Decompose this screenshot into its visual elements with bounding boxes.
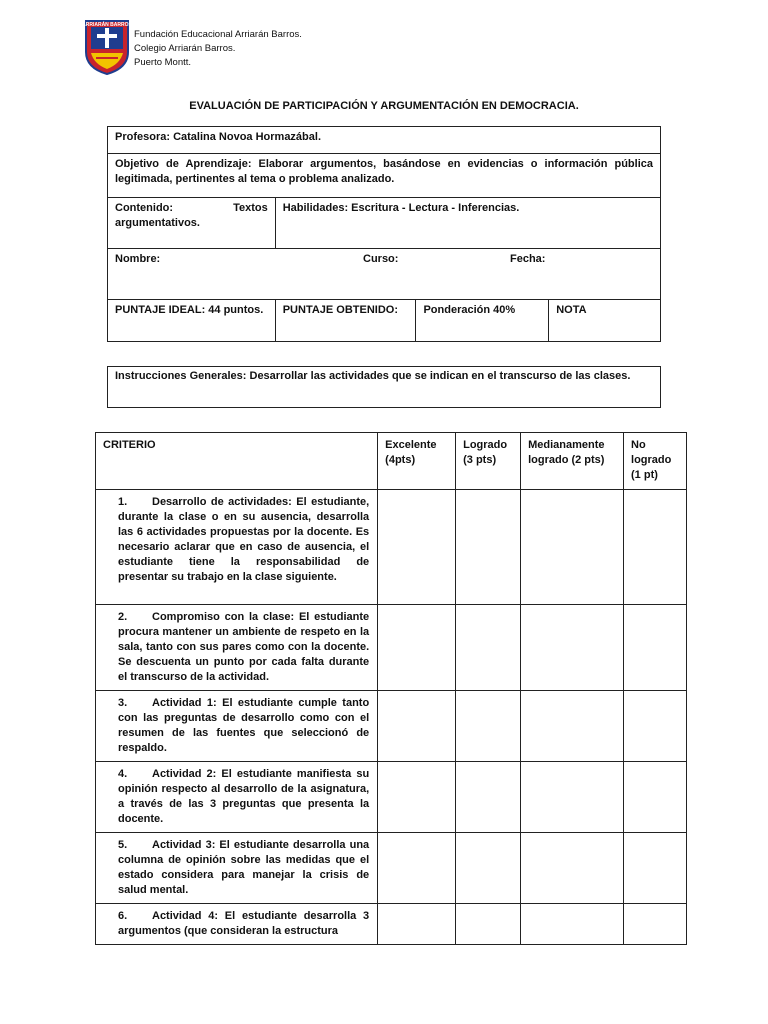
institution-name: Fundación Educacional Arriarán Barros.	[134, 29, 302, 40]
score-cell	[378, 490, 456, 605]
info-table	[107, 126, 661, 342]
criterion-text: Actividad 4: El estudiante desarrolla 3 argumentos (que consideran la estructura	[118, 910, 370, 937]
logo-text: ARRIARÁN BARROS	[82, 22, 132, 28]
criterion-cell	[96, 904, 378, 945]
score-cell	[378, 833, 456, 904]
table-row	[96, 904, 687, 945]
name-label: Nombre:	[115, 253, 161, 265]
criterion-text: Actividad 2: El estudiante manifiesta su opinión respecto al desarrollo de la asignatura, a través de las 3 preguntas que presenta la docente.	[118, 768, 370, 825]
score-cell	[624, 605, 687, 691]
score-cell	[521, 490, 624, 605]
criterion-text: Actividad 1: El estudiante cumple tanto con las preguntas de desarrollo como con el resumen de las fuentes que seleccionó de respaldo.	[118, 697, 370, 754]
criterion-number: 4.	[118, 768, 128, 780]
score-cell	[456, 904, 521, 945]
rubric-header-criterio: CRITERIO	[96, 433, 378, 490]
rubric-table	[95, 432, 687, 945]
criterion-number: 2.	[118, 611, 128, 623]
skills-cell: Habilidades: Escritura - Lectura - Inferencias.	[275, 198, 660, 249]
grade-cell: NOTA	[549, 300, 661, 342]
score-cell	[378, 691, 456, 762]
score-cell	[624, 904, 687, 945]
score-cell	[456, 691, 521, 762]
course-label: Curso:	[363, 253, 399, 265]
instructions-cell: Instrucciones Generales: Desarrollar las actividades que se indican en el transcurso de las clases.	[108, 367, 661, 408]
rubric-header-excelente: Excelente (4pts)	[378, 433, 456, 490]
table-row	[96, 691, 687, 762]
criterion-cell	[96, 833, 378, 904]
table-row	[96, 490, 687, 605]
table-row	[96, 762, 687, 833]
criterion-number: 5.	[118, 839, 128, 851]
score-cell	[624, 762, 687, 833]
table-row	[96, 833, 687, 904]
score-cell	[624, 691, 687, 762]
criterion-number: 3.	[118, 697, 128, 709]
school-logo	[82, 18, 132, 76]
score-cell	[456, 605, 521, 691]
criterion-number: 6.	[118, 910, 128, 922]
document-title: EVALUACIÓN DE PARTICIPACIÓN Y ARGUMENTACIÓN EN DEMOCRACIA.	[189, 100, 579, 112]
score-cell	[378, 904, 456, 945]
weighting-cell: Ponderación 40%	[416, 300, 549, 342]
student-data-cell	[108, 249, 661, 300]
instructions-table	[107, 366, 661, 408]
teacher-cell: Profesora: Catalina Novoa Hormazábal.	[108, 127, 661, 154]
rubric-header-no-logrado: No logrado (1 pt)	[624, 433, 687, 490]
score-cell	[624, 833, 687, 904]
score-cell	[521, 691, 624, 762]
score-cell	[456, 762, 521, 833]
score-cell	[521, 833, 624, 904]
criterion-cell	[96, 691, 378, 762]
criterion-cell	[96, 605, 378, 691]
school-name: Colegio Arriarán Barros.	[134, 43, 236, 54]
ideal-score-cell: PUNTAJE IDEAL: 44 puntos.	[108, 300, 276, 342]
criterion-number: 1.	[118, 496, 128, 508]
date-label: Fecha:	[510, 253, 546, 265]
objective-cell: Objetivo de Aprendizaje: Elaborar argumentos, basándose en evidencias o información pública legitimada, pertinentes al tema o problema analizado.	[108, 154, 661, 198]
city-name: Puerto Montt.	[134, 57, 192, 68]
criterion-text: Desarrollo de actividades: El estudiante, durante la clase o en su ausencia, desarrolla las 6 actividades propuestas por la docente. Es necesario aclarar que en caso de ausencia, el estudiante tiene la responsabilidad de presentar su trabajo en la clase siguiente.	[118, 496, 370, 583]
table-row	[96, 605, 687, 691]
score-cell	[378, 762, 456, 833]
score-cell	[521, 605, 624, 691]
rubric-header-logrado: Logrado (3 pts)	[456, 433, 521, 490]
institution-block	[134, 28, 302, 70]
score-cell	[456, 490, 521, 605]
score-cell	[521, 762, 624, 833]
criterion-cell	[96, 762, 378, 833]
score-cell	[624, 490, 687, 605]
criterion-text: Actividad 3: El estudiante desarrolla una columna de opinión sobre las medidas que el estado considera para manejar la crisis de salud mental.	[118, 839, 370, 896]
criterion-text: Compromiso con la clase: El estudiante procura mantener un ambiente de respeto en la sala, tanto con sus pares como con la docente. Se descuenta un punto por cada falta durante el transcurso de la actividad.	[118, 611, 370, 683]
rubric-header-medianamente: Medianamente logrado (2 pts)	[521, 433, 624, 490]
score-cell	[378, 605, 456, 691]
content-cell: Contenido: Textos argumentativos.	[108, 198, 276, 249]
score-cell	[456, 833, 521, 904]
obtained-score-cell: PUNTAJE OBTENIDO:	[275, 300, 416, 342]
criterion-cell	[96, 490, 378, 605]
score-cell	[521, 904, 624, 945]
